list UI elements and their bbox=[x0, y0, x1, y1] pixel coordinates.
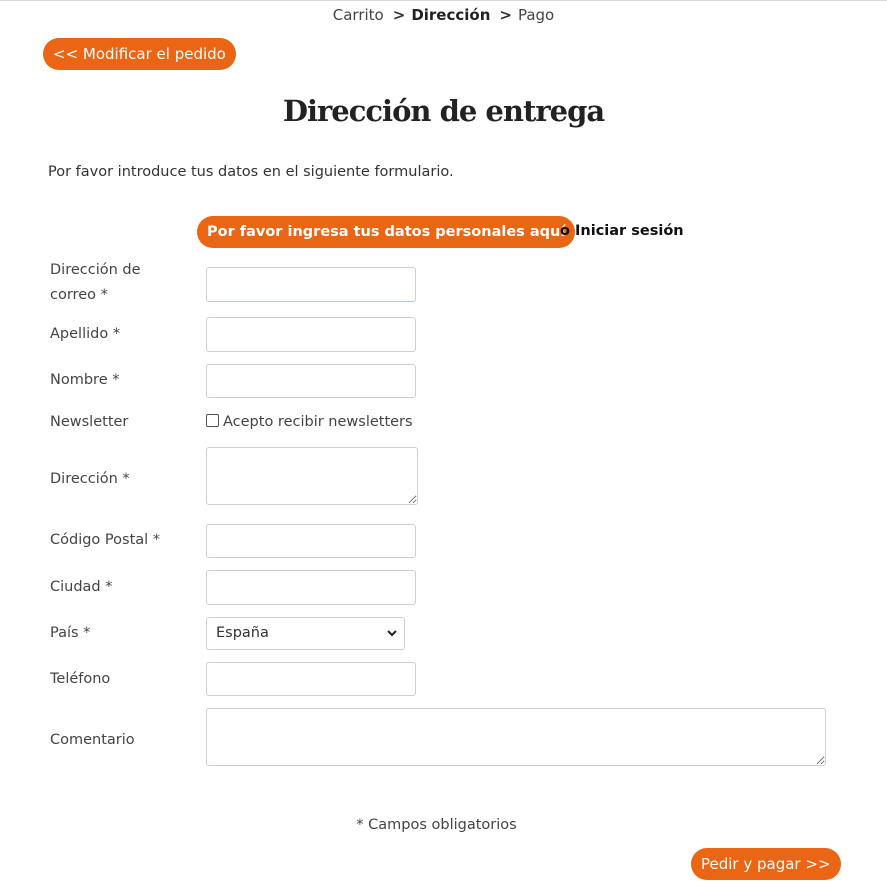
firstname-input[interactable] bbox=[206, 364, 416, 398]
country-select-value: España bbox=[216, 625, 269, 641]
country-select[interactable] bbox=[206, 617, 405, 650]
lastname-input[interactable] bbox=[206, 317, 416, 352]
newsletter-checkbox[interactable] bbox=[206, 414, 219, 427]
top-divider bbox=[0, 0, 887, 1]
firstname-label: Nombre * bbox=[50, 372, 120, 388]
address-textarea[interactable] bbox=[206, 447, 418, 505]
postcode-input[interactable] bbox=[206, 524, 416, 558]
comment-label: Comentario bbox=[50, 732, 135, 748]
order-and-pay-button[interactable]: Pedir y pagar >> bbox=[691, 848, 841, 880]
email-label-line2: correo * bbox=[50, 287, 108, 303]
modify-order-button[interactable]: << Modificar el pedido bbox=[43, 38, 236, 70]
city-label: Ciudad * bbox=[50, 579, 113, 595]
city-input[interactable] bbox=[206, 570, 416, 605]
email-label-line1: Dirección de bbox=[50, 262, 141, 278]
chevron-right-icon: > bbox=[392, 6, 406, 24]
country-label: País * bbox=[50, 625, 91, 641]
page-title: Dirección de entrega bbox=[282, 94, 605, 128]
breadcrumb-payment: Pago bbox=[517, 6, 555, 24]
personal-data-button[interactable]: Por favor ingresa tus datos personales aquí bbox=[197, 216, 575, 248]
breadcrumb bbox=[0, 6, 887, 24]
intro-text: Por favor introduce tus datos en el siguiente formulario. bbox=[48, 164, 454, 180]
comment-textarea[interactable] bbox=[206, 708, 826, 766]
lastname-label: Apellido * bbox=[50, 326, 121, 342]
breadcrumb-address: Dirección bbox=[411, 6, 491, 24]
phone-input[interactable] bbox=[206, 662, 416, 696]
postcode-label: Código Postal * bbox=[50, 532, 161, 548]
email-input[interactable] bbox=[206, 267, 416, 302]
breadcrumb-cart[interactable]: Carrito bbox=[332, 6, 384, 24]
newsletter-option bbox=[206, 412, 413, 432]
phone-label: Teléfono bbox=[50, 671, 111, 687]
newsletter-label: Newsletter bbox=[50, 414, 129, 430]
address-label: Dirección * bbox=[50, 471, 130, 487]
newsletter-checkbox-label[interactable]: Acepto recibir newsletters bbox=[223, 414, 413, 430]
login-link[interactable]: o Iniciar sesión bbox=[560, 223, 684, 239]
chevron-right-icon: > bbox=[499, 6, 512, 24]
email-label bbox=[50, 258, 141, 308]
required-fields-note: * Campos obligatorios bbox=[356, 817, 517, 833]
chevron-down-icon bbox=[386, 618, 398, 661]
